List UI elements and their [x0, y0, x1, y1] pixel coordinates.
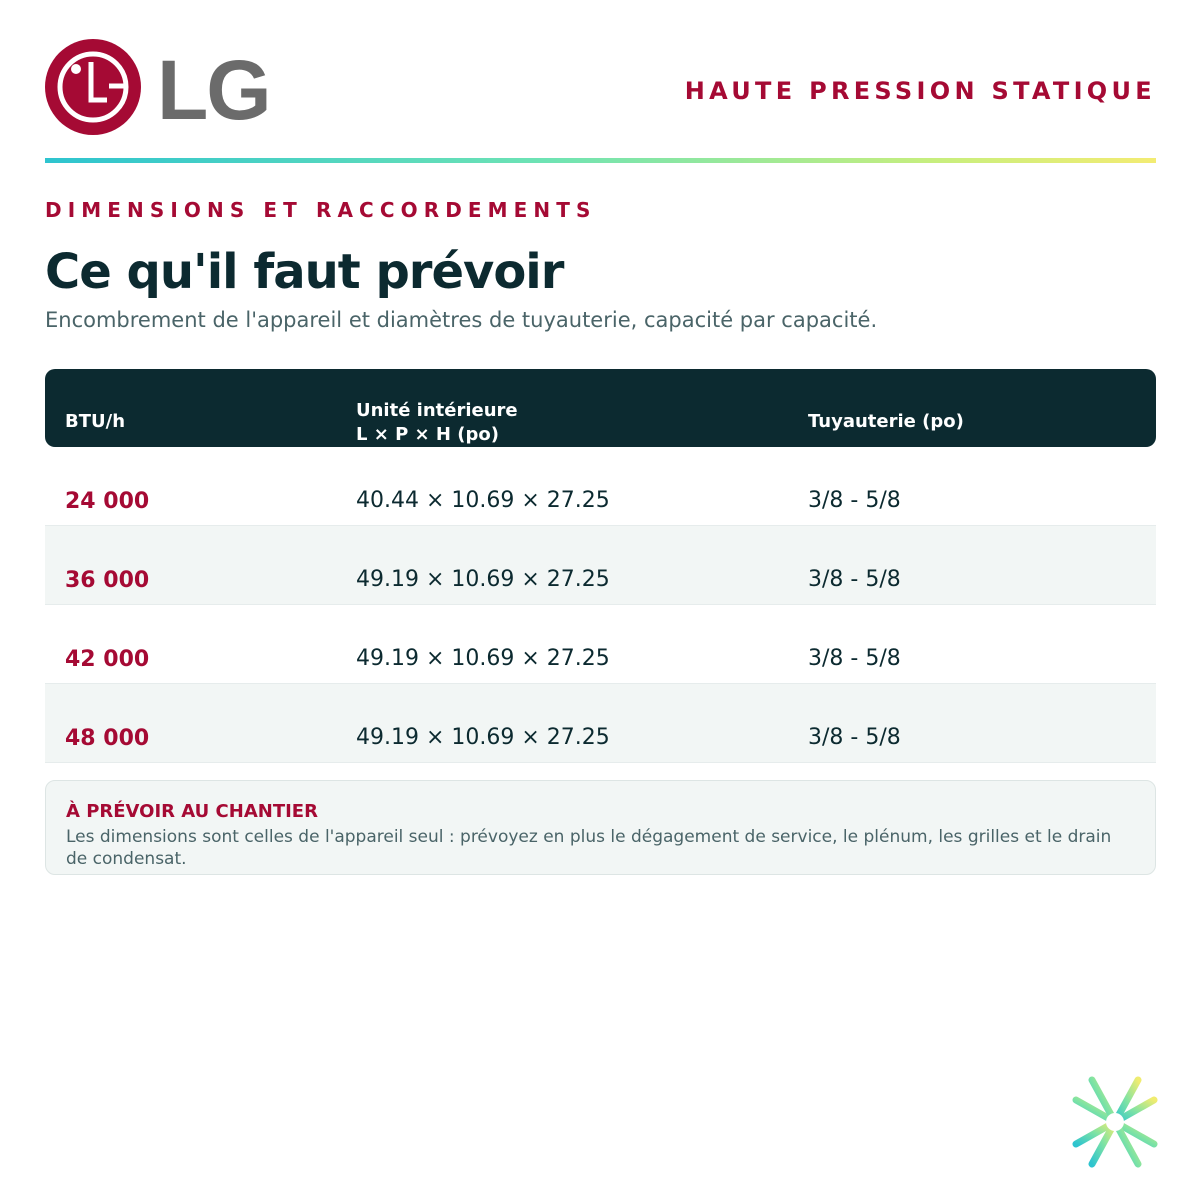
cell-dimensions: 49.19 × 10.69 × 27.25 — [356, 567, 610, 592]
cell-btu: 48 000 — [65, 726, 150, 751]
header-tagline: HAUTE PRESSION STATIQUE — [684, 77, 1156, 105]
table-header — [45, 369, 1156, 447]
page-title: Ce qu'il faut prévoir — [45, 244, 564, 300]
header — [45, 38, 1156, 138]
table-row — [45, 605, 1156, 684]
cell-dimensions: 49.19 × 10.69 × 27.25 — [356, 725, 610, 750]
specs-table — [45, 369, 1156, 763]
note-text: Les dimensions sont celles de l'appareil seul : prévoyez en plus le dégagement de service, le plénum, les grilles et le drain de condensat. — [66, 827, 1112, 869]
cell-piping: 3/8 - 5/8 — [808, 567, 901, 592]
page-subtitle: Encombrement de l'appareil et diamètres de tuyauterie, capacité par capacité. — [45, 308, 878, 332]
lg-logo — [45, 38, 275, 138]
cell-piping: 3/8 - 5/8 — [808, 725, 901, 750]
site-note-callout — [45, 780, 1156, 875]
logo-wordmark: LG — [157, 43, 270, 137]
header-btu: BTU/h — [65, 411, 126, 432]
header-piping: Tuyauterie (po) — [808, 411, 964, 432]
header-indoor-unit — [356, 399, 518, 447]
header-indoor-unit-line1: Unité intérieure — [356, 400, 518, 421]
header-indoor-unit-line2: L × P × H (po) — [356, 424, 499, 445]
snowflake-icon — [1062, 1076, 1168, 1168]
cell-dimensions: 40.44 × 10.69 × 27.25 — [356, 488, 610, 513]
cell-dimensions: 49.19 × 10.69 × 27.25 — [356, 646, 610, 671]
section-eyebrow: DIMENSIONS ET RACCORDEMENTS — [45, 198, 597, 222]
cell-piping: 3/8 - 5/8 — [808, 646, 901, 671]
cell-btu: 24 000 — [65, 489, 150, 514]
table-row — [45, 684, 1156, 763]
gradient-divider — [45, 158, 1156, 163]
table-row — [45, 447, 1156, 526]
cell-btu: 42 000 — [65, 647, 150, 672]
note-title: À PRÉVOIR AU CHANTIER — [66, 801, 318, 822]
table-row — [45, 526, 1156, 605]
cell-btu: 36 000 — [65, 568, 150, 593]
cell-piping: 3/8 - 5/8 — [808, 488, 901, 513]
